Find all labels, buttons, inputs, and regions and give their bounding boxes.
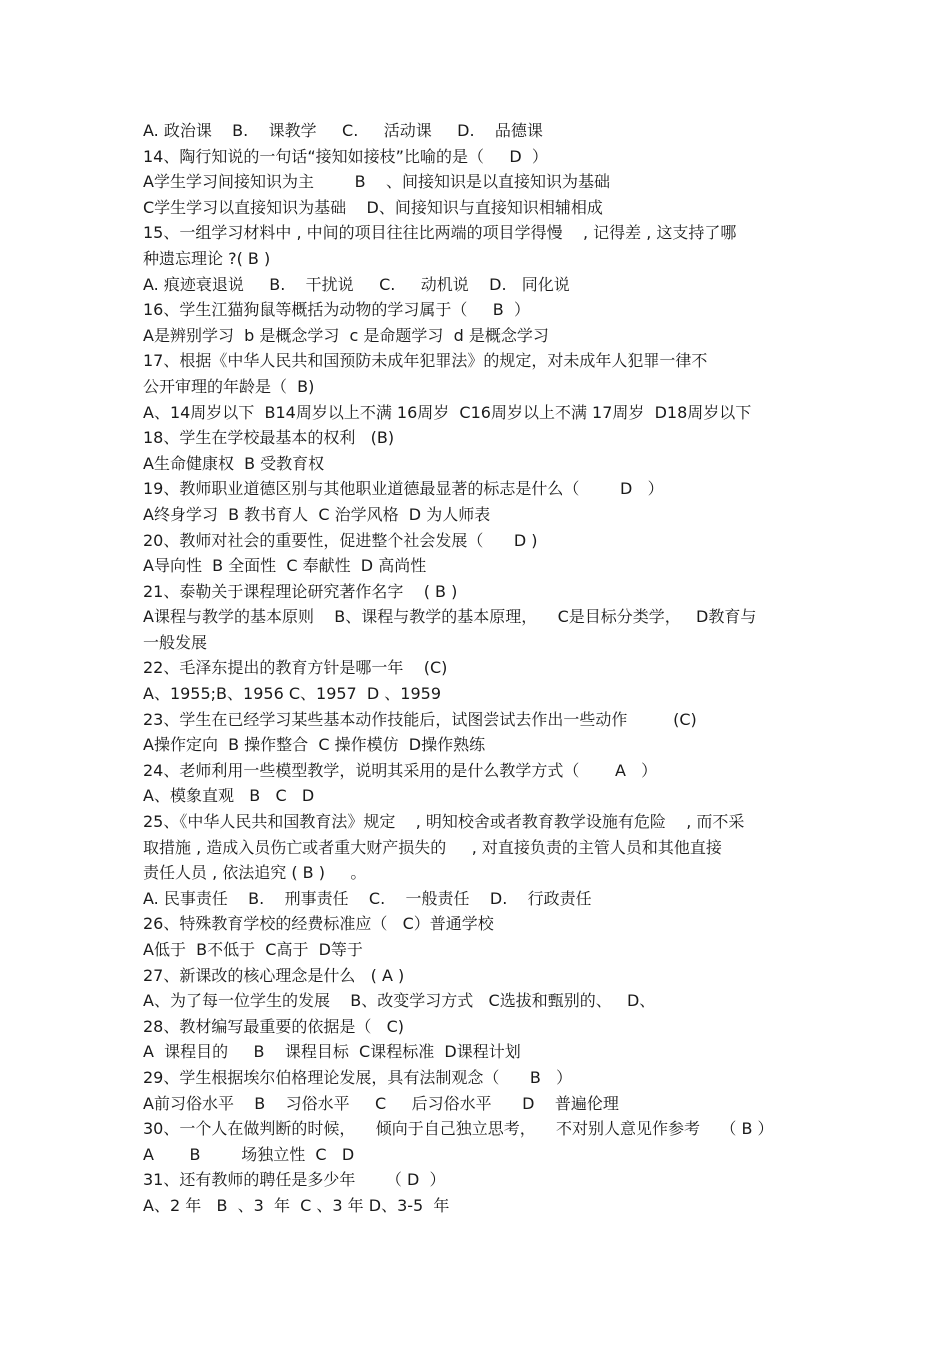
text-line: A. 痕迹衰退说 B. 干扰说 C. 动机说 D. 同化说	[143, 274, 570, 294]
text-line: A生命健康权 B 受教育权	[143, 453, 325, 473]
text-line: 26、特殊教育学校的经费标准应（ C）普通学校	[143, 914, 494, 934]
text-line: A操作定向 B 操作整合 C 操作模仿 D操作熟练	[143, 735, 486, 755]
text-line: A导向性 B 全面性 C 奉献性 D 高尚性	[143, 556, 427, 576]
text-line: A前习俗水平 B 习俗水平 C 后习俗水平 D 普遍伦理	[143, 1093, 619, 1113]
text-line: 28、教材编写最重要的依据是（ C)	[143, 1016, 405, 1036]
text-line: A终身学习 B 教书育人 C 治学风格 D 为人师表	[143, 504, 491, 524]
text-line: A、模象直观 B C D	[143, 786, 315, 806]
text-line: 种遗忘理论 ?( B )	[143, 248, 271, 268]
text-line: 18、学生在学校最基本的权利 (B)	[143, 428, 395, 448]
text-line: 25、《中华人民共和国教育法》规定 , 明知校舍或者教育教学设施有危险 , 而不采	[143, 812, 745, 832]
text-line: 21、泰勒关于课程理论研究著作名字 ( B )	[143, 581, 458, 601]
text-line: A B 场独立性 C D	[143, 1144, 355, 1164]
text-line: 14、陶行知说的一句话“接知如接枝”比喻的是（ D ）	[143, 146, 548, 166]
text-line: 22、毛泽东提出的教育方针是哪一年 (C)	[143, 658, 448, 678]
text-line: 取措施 , 造成入员伤亡或者重大财产损失的 , 对直接负责的主管人员和其他直接	[143, 837, 722, 857]
text-line: A. 民事责任 B. 刑事责任 C. 一般责任 D. 行政责任	[143, 888, 592, 908]
text-line: 16、学生江猫狗鼠等概括为动物的学习属于（ B ）	[143, 300, 530, 320]
text-line: A是辨别学习 b 是概念学习 c 是命题学习 d 是概念学习	[143, 325, 549, 345]
text-line: A、2 年 B 、3 年 C 、3 年 D、3-5 年	[143, 1195, 450, 1215]
text-line: A、为了每一位学生的发展 B、改变学习方式 C选拔和甄别的、 D、	[143, 991, 656, 1011]
text-line: 24、老师利用一些模型教学，说明其采用的是什么教学方式（ A ）	[143, 760, 658, 780]
text-line: 17、根据《中华人民共和国预防未成年犯罪法》的规定，对未成年人犯罪一律不	[143, 351, 708, 371]
text-line: 31、还有教师的聘任是多少年 （ D ）	[143, 1170, 446, 1190]
text-line: 15、一组学习材料中 , 中间的项目往往比两端的项目学得慢 , 记得差 , 这支持了哪	[143, 223, 737, 243]
text-line: A低于 B不低于 C高于 D等于	[143, 940, 363, 959]
text-line: 一般发展	[143, 632, 208, 652]
text-line: 29、学生根据埃尔伯格理论发展，具有法制观念（ B ）	[143, 1067, 573, 1087]
question-list	[143, 118, 811, 1219]
text-line: A课程与教学的基本原则 B、课程与教学的基本原理， C是目标分类学， D教育与	[143, 607, 757, 627]
text-line: A 课程目的 B 课程目标 C课程标准 D课程计划	[143, 1042, 521, 1062]
text-line: C学生学习以直接知识为基础 D、间接知识与直接知识相辅相成	[143, 197, 603, 217]
text-line: A、1955;B、1956 C、1957 D 、1959	[143, 684, 442, 704]
text-line: A学生学习间接知识为主 B 、间接知识是以直接知识为基础	[143, 172, 610, 192]
text-line: 公开审理的年龄是（ B)	[143, 376, 315, 396]
text-line: 30、一个人在做判断的时候， 倾向于自己独立思考， 不对别人意见作参考 （ B ）	[143, 1119, 774, 1139]
text-line: 19、教师职业道德区别与其他职业道德最显著的标志是什么（ D ）	[143, 479, 664, 499]
text-line: 27、新课改的核心理念是什么 ( A )	[143, 965, 405, 985]
text-line: A. 政治课 B. 课教学 C. 活动课 D. 品德课	[143, 121, 543, 140]
text-line: 责任人员 , 依法追究 ( B ) 。	[143, 863, 367, 883]
text-line: 23、学生在已经学习某些基本动作技能后，试图尝试去作出一些动作 (C)	[143, 709, 697, 729]
text-line: A、14周岁以下 B14周岁以上不满 16周岁 C16周岁以上不满 17周岁 D18周岁以下	[143, 402, 752, 422]
text-line: 20、教师对社会的重要性，促进整个社会发展（ D )	[143, 530, 538, 550]
